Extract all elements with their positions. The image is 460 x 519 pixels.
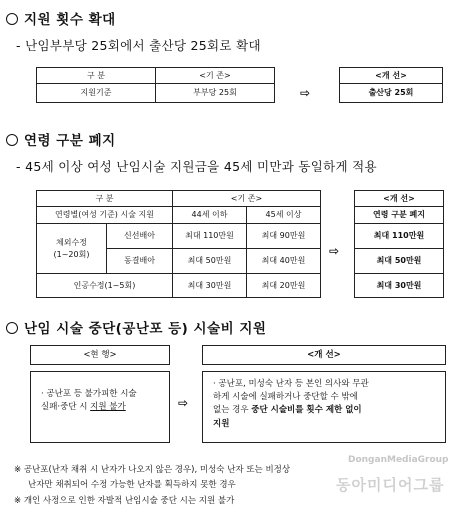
header-under44: 44세 이하 bbox=[173, 207, 247, 224]
row-criteria-label: 지원기준 bbox=[37, 84, 156, 103]
header-category: 구 분 bbox=[37, 68, 156, 84]
circle-bullet-icon bbox=[6, 13, 18, 25]
improved-header: <개 선> bbox=[202, 345, 446, 365]
frozen-embryo-label: 동결배아 bbox=[107, 249, 173, 274]
after-value-2: 최대 50만원 bbox=[355, 249, 444, 274]
after-value: 출산당 25회 bbox=[340, 84, 443, 103]
circle-bullet-icon bbox=[6, 322, 18, 334]
frozen-under44: 최대 50만원 bbox=[173, 249, 247, 274]
fresh-over45: 최대 90만원 bbox=[247, 224, 321, 249]
watermark-text: DonganMediaGroup bbox=[348, 455, 449, 465]
circle-bullet-icon bbox=[6, 134, 18, 146]
after-value-3: 최대 30만원 bbox=[355, 274, 444, 298]
after-column: 연령 구분 폐지 bbox=[355, 207, 444, 224]
ivf-label: 체외수정 (1~20회) bbox=[37, 224, 107, 274]
header-before: <기 존> bbox=[173, 191, 321, 207]
watermark-logo: 동아미디어그룹 bbox=[336, 476, 445, 494]
frozen-over45: 최대 40만원 bbox=[247, 249, 321, 274]
fresh-under44: 최대 110만원 bbox=[173, 224, 247, 249]
section2-before-table bbox=[36, 190, 321, 298]
note-1: ※ 공난포(난자 채취 시 난자가 나오지 않은 경우), 미성숙 난자 또는 비정상 bbox=[14, 465, 291, 475]
fresh-embryo-label: 신선배아 bbox=[107, 224, 173, 249]
section1-title: 지원 횟수 확대 bbox=[6, 8, 116, 28]
right-arrow-icon: ⇨ bbox=[329, 244, 340, 258]
iui-label: 인공수정(1~5회) bbox=[37, 274, 173, 298]
improved-box: · 공난포, 미성숙 난자 등 본인 의사와 무관 하게 시술에 실패하거나 중단할 수 밖에 없는 경우 중단 시술비를 횟수 제한 없이 지원 bbox=[202, 371, 446, 443]
section2-title: 연령 구분 폐지 bbox=[6, 129, 116, 149]
section1-subtitle: - 난임부부당 25회에서 출산당 25회로 확대 bbox=[16, 38, 261, 53]
after-value-1: 최대 110만원 bbox=[355, 224, 444, 249]
header-after: <개 선> bbox=[340, 68, 443, 84]
note-3: ※ 개인 사정으로 인한 자발적 난임시술 중단 시는 지원 불가 bbox=[14, 496, 235, 506]
note-2: 난자만 채취되어 수정 가능한 난자를 획득하지 못한 경우 bbox=[28, 480, 236, 490]
header-category: 구 분 bbox=[37, 191, 173, 207]
section2-after-table bbox=[354, 190, 444, 298]
iui-over45: 최대 20만원 bbox=[247, 274, 321, 298]
right-arrow-icon: ⇨ bbox=[300, 86, 311, 100]
section1-before-table bbox=[36, 67, 275, 103]
right-arrow-icon: ⇨ bbox=[178, 396, 189, 410]
header-after: <개 선> bbox=[355, 191, 444, 207]
iui-under44: 최대 30만원 bbox=[173, 274, 247, 298]
section1-after-table bbox=[339, 67, 443, 103]
current-box: · 공난포 등 불가피한 시술 실패·중단 시 지원 불가 bbox=[30, 371, 170, 443]
row-criteria-before: 부부당 25회 bbox=[156, 84, 275, 103]
header-before: <기 존> bbox=[156, 68, 275, 84]
section2-subtitle: - 45세 이상 여성 난임시술 지원금을 45세 미만과 동일하게 적용 bbox=[16, 159, 377, 174]
header-over45: 45세 이상 bbox=[247, 207, 321, 224]
section3-title: 난임 시술 중단(공난포 등) 시술비 지원 bbox=[6, 317, 266, 337]
header-age-group: 연령별(여성 기준) 시술 지원 bbox=[37, 207, 173, 224]
current-header: <현 행> bbox=[30, 345, 170, 365]
